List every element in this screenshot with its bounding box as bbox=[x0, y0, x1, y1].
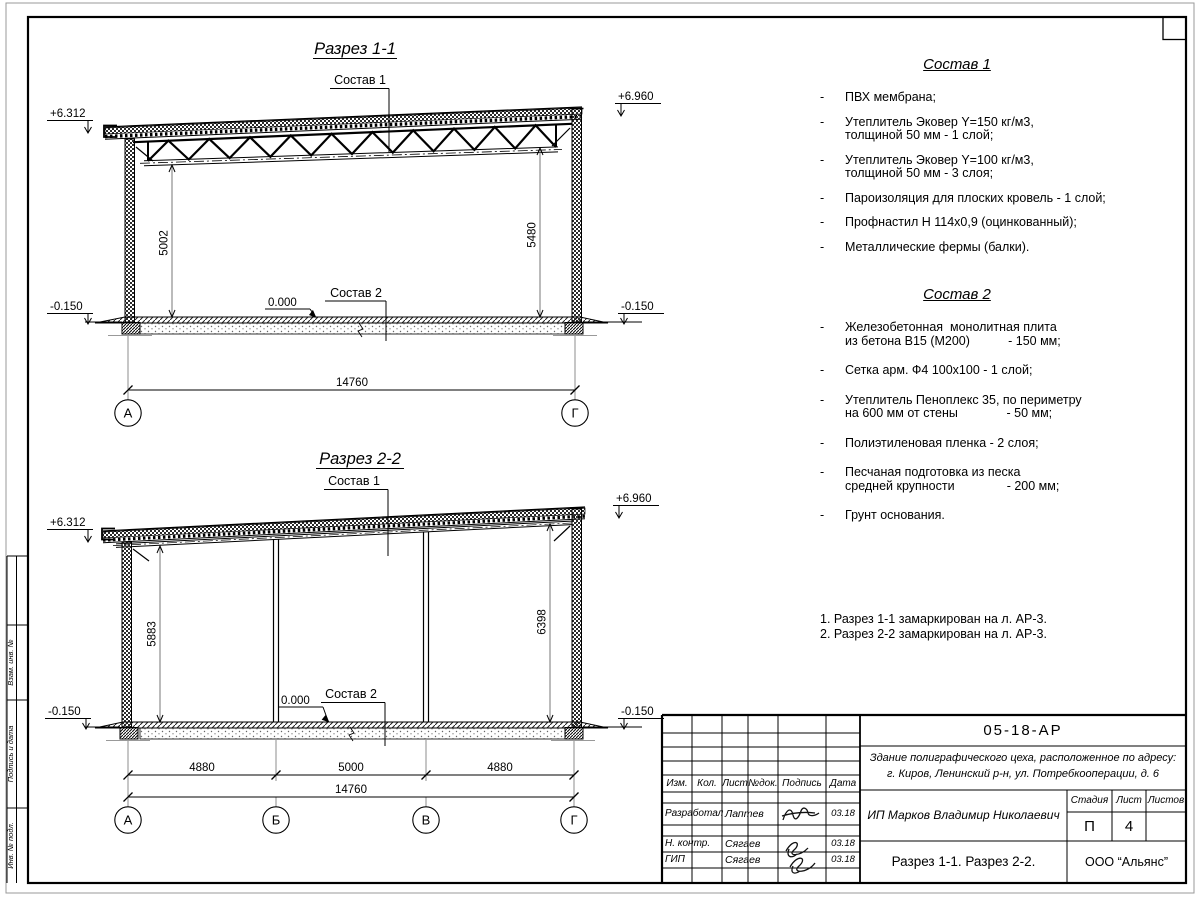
axis-letter-g: Г bbox=[571, 405, 579, 421]
object-address-line1: Здание полиграфического цеха, расположенное по адресу: bbox=[869, 752, 1177, 764]
row-date-ncontr: 03.18 bbox=[831, 838, 855, 849]
list-item: - Сетка арм. Ф4 100х100 - 1 слой; bbox=[812, 364, 1184, 378]
bullet-dash: - bbox=[820, 435, 825, 450]
list-item: - Утеплитель Эковер Y=100 кг/м3, толщиной 50 мм - 3 слоя; bbox=[812, 154, 1184, 181]
sheet-title: Разрез 1-1. Разрез 2-2. bbox=[891, 854, 1036, 869]
side-label-inv: Инв. № подл. bbox=[6, 822, 15, 869]
col-kol: Кол. bbox=[697, 778, 717, 789]
bullet-dash: - bbox=[820, 90, 825, 104]
elev-minus150-left: -0.150 bbox=[50, 301, 83, 313]
col-data: Дата bbox=[829, 778, 857, 789]
side-label-podpis: Подпись и дата bbox=[6, 725, 15, 783]
roof-2-2 bbox=[102, 507, 585, 547]
column-b bbox=[274, 539, 279, 722]
dim-5002: 5002 bbox=[158, 230, 171, 256]
col-podpis: Подпись bbox=[782, 778, 822, 789]
sheets-value bbox=[1146, 812, 1186, 841]
floor-1-1 bbox=[85, 317, 642, 337]
row-role-developer: Разработал bbox=[665, 808, 724, 819]
axis-letter-v: В bbox=[421, 812, 431, 828]
sostav1-label: Состав 1 bbox=[328, 474, 380, 488]
list-item: - Утеплитель Пеноплекс 35, по периметру на 600 мм от стены - 50 мм; bbox=[812, 394, 1184, 421]
bullet-dash: - bbox=[820, 215, 825, 229]
col-list: Лист bbox=[722, 778, 748, 789]
wall-right-2-2 bbox=[572, 509, 582, 727]
list-item: - Железобетонная монолитная плита из бетона В15 (М200) - 150 мм; bbox=[812, 321, 1184, 348]
axis-letter-a: А bbox=[123, 405, 133, 421]
col-izm: Изм. bbox=[666, 778, 688, 789]
list-item: - Песчаная подготовка из песка средней крупности - 200 мм; bbox=[812, 466, 1184, 493]
section-2-2 bbox=[45, 450, 664, 833]
signature-laptev bbox=[782, 808, 819, 820]
signatures bbox=[782, 808, 819, 873]
stage-value: П bbox=[1084, 818, 1095, 835]
wall-left-2-2 bbox=[122, 542, 132, 727]
composition-2-panel bbox=[812, 286, 1184, 539]
section-1-1 bbox=[47, 40, 664, 426]
wall-left-1-1 bbox=[125, 139, 135, 322]
row-name-gip: Сягаев bbox=[725, 854, 761, 866]
stage-label: Стадия bbox=[1070, 795, 1109, 806]
composition-2-heading: Состав 2 bbox=[923, 286, 991, 303]
composition-1-panel bbox=[812, 56, 1184, 265]
row-role-gip: ГИП bbox=[665, 854, 685, 865]
sostav1-label: Состав 1 bbox=[334, 73, 386, 87]
col-ndok: №док. bbox=[748, 778, 778, 789]
elev-6312: +6.312 bbox=[50, 108, 86, 120]
axis-letter-a: А bbox=[123, 812, 133, 828]
column-v bbox=[424, 532, 429, 723]
axis-letter-b: Б bbox=[271, 812, 281, 828]
elev-minus150-left: -0.150 bbox=[48, 706, 81, 718]
sheet-value: 4 bbox=[1124, 818, 1134, 835]
row-name-developer: Лаптев bbox=[725, 808, 764, 820]
doc-number: 05-18-АР bbox=[983, 722, 1063, 739]
dims-total-1-1 bbox=[115, 336, 588, 426]
list-item: - ПВХ мембрана; bbox=[812, 91, 1184, 105]
leaders-1-1 bbox=[325, 73, 389, 341]
row-date-developer: 03.18 bbox=[831, 808, 855, 819]
list-item: - Металлические фермы (балки). bbox=[812, 241, 1184, 255]
dim-5883: 5883 bbox=[146, 621, 159, 647]
top-right-doc-box bbox=[1163, 17, 1186, 40]
list-item: - Пароизоляция для плоских кровель - 1 слой; bbox=[812, 192, 1184, 206]
list-item: - Грунт основания. bbox=[812, 509, 1184, 523]
elev-zero: 0.000 bbox=[281, 695, 310, 707]
elev-minus150-right: -0.150 bbox=[621, 301, 654, 313]
bullet-dash: - bbox=[820, 363, 825, 377]
truss-bracket-right bbox=[552, 128, 570, 146]
truss-bracket-left bbox=[136, 147, 153, 161]
axis-letter-g: Г bbox=[570, 812, 578, 828]
row-name-ncontr: Сягаев bbox=[725, 838, 761, 850]
note-1: 1. Разрез 1-1 замаркирован на л. АР-3. bbox=[820, 612, 1047, 626]
section-2-2-title: Разрез 2-2 bbox=[319, 450, 401, 468]
signature-syagaev-1 bbox=[786, 843, 808, 857]
bullet-dash: - bbox=[820, 320, 825, 334]
bullet-dash: - bbox=[820, 508, 825, 522]
organization-name: ООО “Альянс” bbox=[1084, 855, 1169, 869]
bullet-dash: - bbox=[820, 152, 825, 167]
bracket-left-2-2 bbox=[133, 549, 149, 561]
elev-minus150-right: -0.150 bbox=[621, 706, 654, 718]
elev-6312: +6.312 bbox=[50, 517, 86, 529]
elev-6960: +6.960 bbox=[618, 91, 654, 103]
dim-5480: 5480 bbox=[526, 222, 539, 248]
bullet-dash: - bbox=[820, 190, 825, 205]
dim-span-ab: 4880 bbox=[189, 762, 215, 774]
object-address-line2: г. Киров, Ленинский р-н, ул. Потребкооперации, д. 6 bbox=[886, 768, 1160, 780]
floor-2-2 bbox=[85, 722, 642, 741]
sheet-label: Лист bbox=[1116, 795, 1142, 806]
dim-14760: 14760 bbox=[335, 784, 367, 796]
dim-span-bv: 5000 bbox=[338, 762, 364, 774]
list-item: - Профнастил Н 114х0,9 (оцинкованный); bbox=[812, 216, 1184, 230]
dim-6398: 6398 bbox=[536, 609, 549, 635]
sostav2-label: Состав 2 bbox=[325, 687, 377, 701]
row-date-gip: 03.18 bbox=[831, 854, 855, 865]
leaders-2-2 bbox=[321, 474, 388, 746]
elev-6960: +6.960 bbox=[616, 493, 652, 505]
sostav2-label: Состав 2 bbox=[330, 286, 382, 300]
signature-syagaev-2 bbox=[790, 858, 815, 873]
side-label-vzam: Взам. инв. № bbox=[6, 639, 15, 686]
elev-zero: 0.000 bbox=[268, 297, 297, 309]
bullet-dash: - bbox=[820, 465, 825, 479]
bullet-dash: - bbox=[820, 392, 825, 407]
sheets-label: Листов bbox=[1147, 795, 1185, 806]
wall-right-1-1 bbox=[572, 109, 582, 322]
dims-total-2-2 bbox=[115, 740, 587, 833]
dim-14760: 14760 bbox=[336, 377, 368, 389]
list-item: - Полиэтиленовая пленка - 2 слоя; bbox=[812, 437, 1184, 451]
bullet-dash: - bbox=[820, 239, 825, 254]
note-2: 2. Разрез 2-2 замаркирован на л. АР-3. bbox=[820, 626, 1047, 641]
list-item: - Утеплитель Эковер Y=150 кг/м3, толщиной 50 мм - 1 слой; bbox=[812, 116, 1184, 143]
bracket-right-2-2 bbox=[554, 526, 570, 541]
bullet-dash: - bbox=[820, 114, 825, 129]
composition-1-heading: Состав 1 bbox=[923, 56, 991, 73]
notes bbox=[820, 612, 1047, 641]
section-1-1-title: Разрез 1-1 bbox=[314, 40, 396, 58]
dim-span-vg: 4880 bbox=[487, 762, 513, 774]
row-role-ncontr: Н. контр. bbox=[665, 838, 711, 849]
client-name: ИП Марков Владимир Николаевич bbox=[867, 808, 1060, 822]
